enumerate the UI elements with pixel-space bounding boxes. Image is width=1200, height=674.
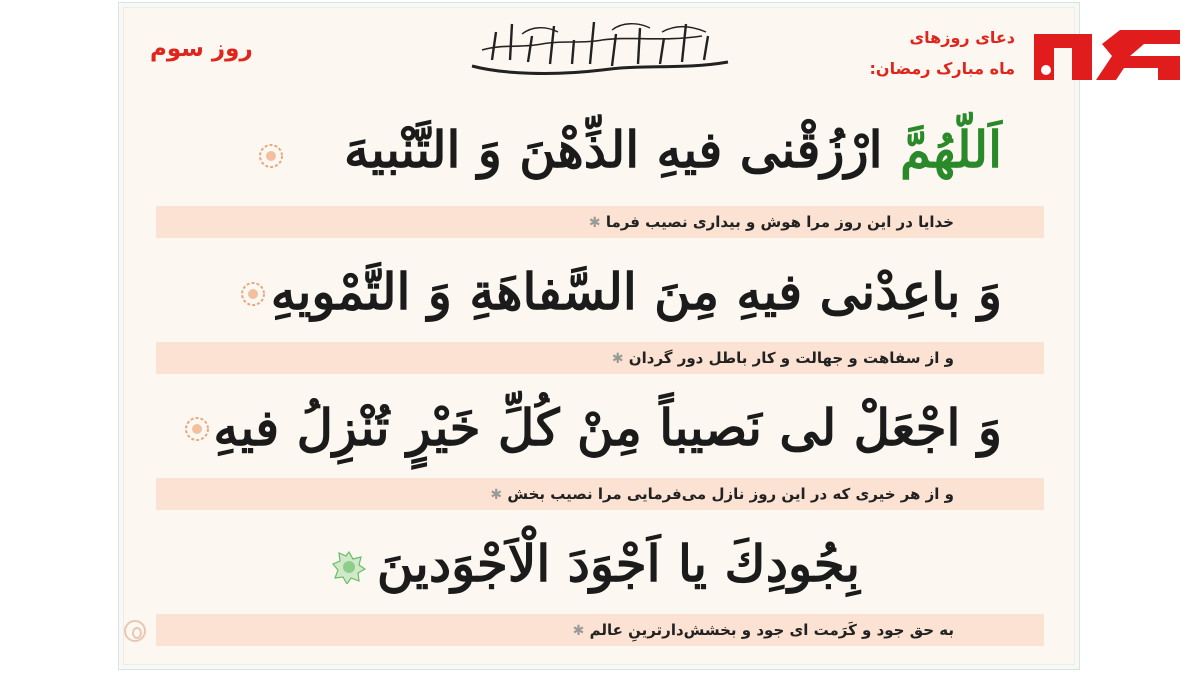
verse-1: [344, 120, 1002, 179]
prayer-title-line1: دعای روزهای: [909, 28, 1015, 47]
translation-4: به حق جود و کَرَمت ای جود و بخشش‌دارترینِ عالم: [589, 621, 954, 639]
rosette-icon: [240, 281, 266, 307]
star-bullet-icon: ✱: [611, 351, 624, 367]
day-label: روز سوم: [150, 36, 253, 62]
rosette-icon: [258, 143, 284, 169]
verse-2-text: وَ باعِدْنى فيهِ مِنَ السَّفاهَةِ وَ التَّمْويهِ: [270, 262, 1002, 321]
bismillah-calligraphy-icon: [462, 14, 738, 80]
star-bullet-icon: ✱: [588, 215, 601, 231]
rokna-logo[interactable]: [1032, 26, 1182, 82]
star-bullet-icon: ✱: [572, 623, 585, 639]
translation-band-3: [156, 478, 1044, 510]
verse-1-opening: اَللّهُمَّ: [899, 120, 1002, 179]
green-rosette-icon: [332, 550, 366, 584]
translation-1: خدایا در این روز مرا هوش و بیداری نصیب فرما: [605, 213, 954, 231]
rosette-icon: [184, 416, 210, 442]
ornament-icon: [124, 620, 146, 642]
translation-2: و از سفاهت و جهالت و کار باطل دور گردان: [628, 349, 954, 367]
verse-1-text: ارْزُقْنى فيهِ الذِّهْنَ وَ التَّنْبيهَ: [344, 120, 883, 179]
translation-3: و از هر خیری که در این روز نازل می‌فرمایی مرا نصیب بخش: [507, 485, 954, 503]
verse-3: [213, 398, 1002, 457]
prayer-title-line2: ماه مبارک رمضان:: [869, 59, 1015, 78]
verse-2: [271, 262, 1002, 321]
star-bullet-icon: ✱: [490, 487, 503, 503]
prayer-title: [835, 22, 1015, 84]
translation-band-2: [156, 342, 1044, 374]
verse-3-text: وَ اجْعَلْ لى نَصيباً مِنْ كُلِّ خَيْرٍ تُنْزِلُ فيهِ: [213, 398, 1002, 457]
verse-4: [377, 534, 860, 593]
verse-4-text: بِجُودِكَ يا اَجْوَدَ الْاَجْوَدينَ: [376, 534, 860, 593]
translation-band-1: [156, 206, 1044, 238]
translation-band-4: [156, 614, 1044, 646]
